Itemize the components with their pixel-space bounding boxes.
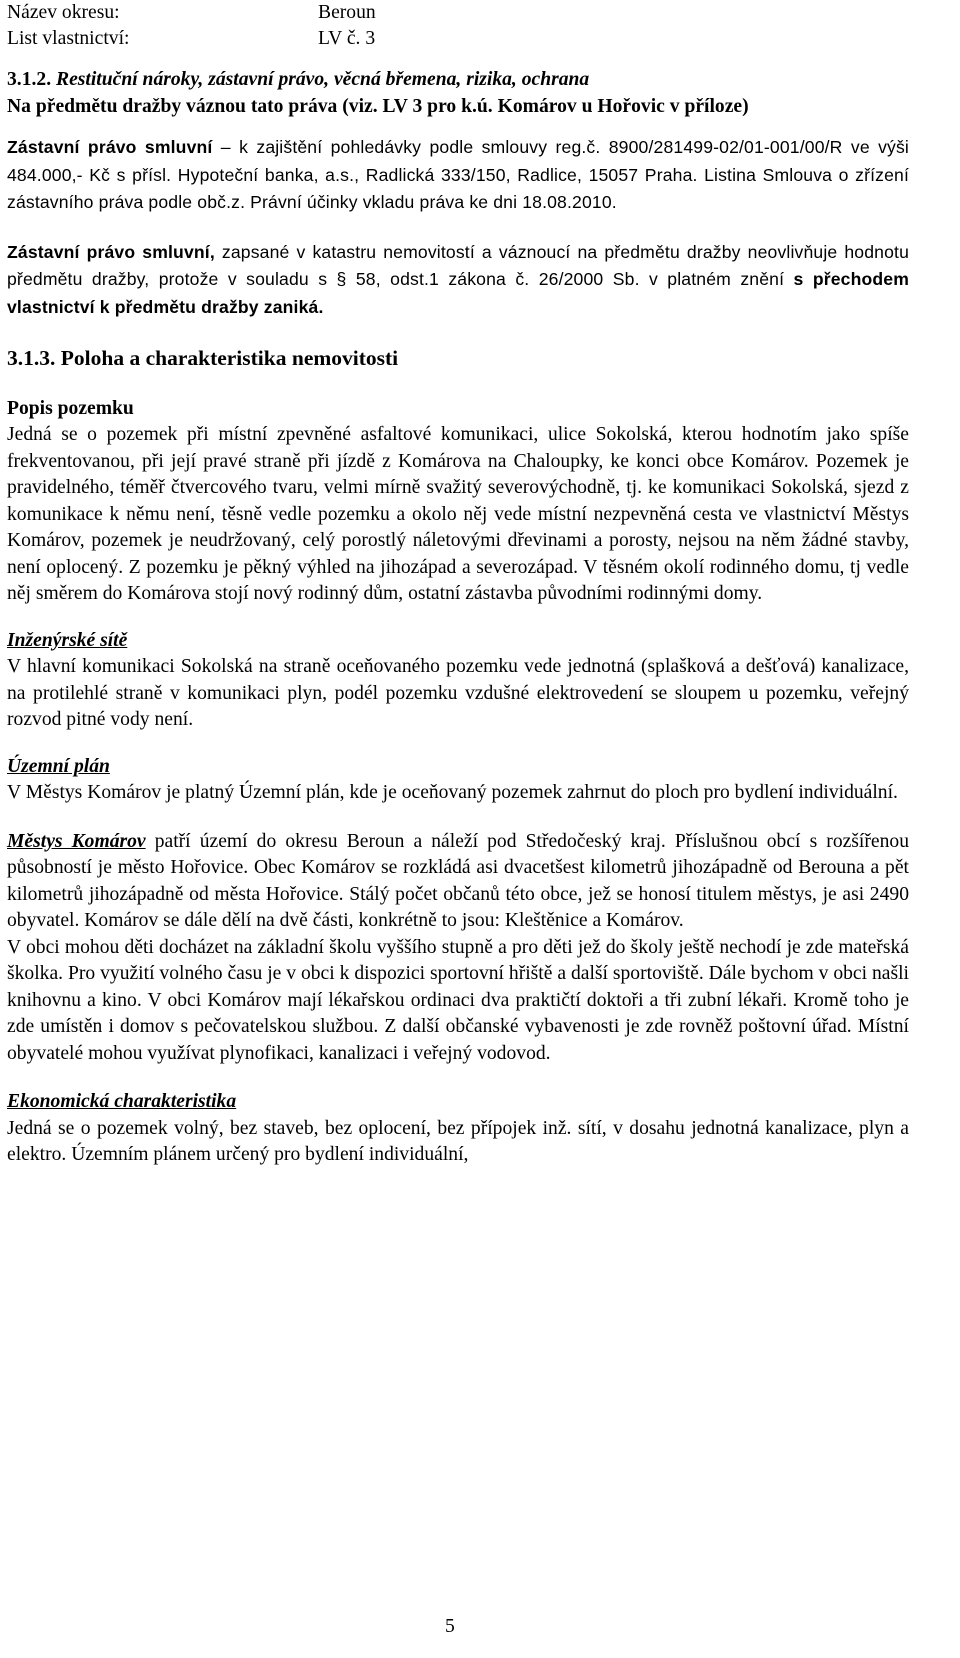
document-header xyxy=(7,0,909,52)
section-312-heading xyxy=(7,67,909,94)
deed-label: List vlastnictví: xyxy=(7,28,130,49)
zoning-text: V Městys Komárov je platný Územní plán, kde je oceňovaný pozemek zahrnut do ploch pro bydlení individuální. xyxy=(7,782,898,803)
section-313-heading: 3.1.3. Poloha a charakteristika nemovitosti xyxy=(7,346,399,370)
lien-lead: Zástavní právo smluvní xyxy=(7,137,213,157)
utilities-heading: Inženýrské sítě xyxy=(7,629,128,651)
district-value: Beroun xyxy=(318,2,376,23)
zoning-heading: Územní plán xyxy=(7,755,110,777)
town-paragraph-2: V obci mohou děti docházet na základní školu vyššího stupně a pro děti jež do školy ještě nechodí je zde mateřská školka. Pro využití volného času je v obci k dispozici sportovní hřiště a další sportoviště. Dále bychom v obci našli knihovnu a kino. V obci Komárov mají lékařskou ordinaci dva praktičtí doktoři a tři zubní lékaři. Kromě toho je zde umístěn i domov s pečovatelskou službou. Z další občanské vybavenosti je zde rovněž poštovní úřad. Místní obyvatelé mohou využívat plynofikaci, kanalizaci i veřejný vodovod. xyxy=(7,936,909,1064)
lien-note-paragraph xyxy=(7,239,909,322)
deed-value: LV č. 3 xyxy=(318,28,376,49)
section-312-title: Restituční nároky, zástavní právo, věcná břemena, rizika, ochrana xyxy=(56,69,590,90)
lien-note-lead: Zástavní právo smluvní, xyxy=(7,241,215,262)
land-description-text: Jedná se o pozemek při místní zpevněné asfaltové komunikaci, ulice Sokolská, kterou hodnotím jako spíše frekventovanou, při její pravé straně při jízdě z Komárova na Chaloupky, ke konci obce Komárov. Pozemek je pravidelného, téměř čtvercového tvaru, velmi mírně svažitý severovýchodně, tj. ke komunikaci Sokolská, sjezd z komunikace k němu není, těsně vedle pozemku a okolo něj vede místní nezpevněná cesta ve vlastnictví Městys Komárov, pozemek je neudržovaný, celý porostlý náletovými dřevinami a porosty, nejsou na něm žádné stavby, není oplocený. Z pozemku je pěkný výhled na jihozápad a severozápad. V těsném okolí rodinného domu, tj vedle něj směrem do Komárova stojí nový rodinný dům, ostatní zástavba původními rodinnými domy. xyxy=(7,424,909,604)
town-paragraph xyxy=(7,829,909,935)
economic-heading: Ekonomická charakteristika xyxy=(7,1091,237,1112)
lien-note-text: zapsané v katastru nemovitostí a váznoucí na předmětu dražby neovlivňuje hodnotu předmětu dražby, protože v souladu s § 58, odst.1 zákona č. 26/2000 Sb. v platném znění xyxy=(7,241,909,289)
document-page xyxy=(7,0,909,1169)
economic-text: Jedná se o pozemek volný, bez staveb, bez oplocení, bez přípojek inž. sítí, v dosahu jednotná kanalizace, plyn a elektro. Územním plánem určený pro bydlení individuální, xyxy=(7,1117,909,1165)
lien-note-tail: s přechodem vlastnictví k předmětu dražby zaniká. xyxy=(7,269,909,317)
town-text-1: patří území do okresu Beroun a náleží pod Středočeský kraj. Příslušnou obcí s rozšířenou působností je město Hořovice. Obec Komárov se rozkládá asi dvacetšest kilometrů jihozápadně od Berouna a pět kilometrů jihozápadně od města Hořovice. Stálý počet občanů této obce, jež se honosí titulem městys, je asi 2490 obyvatel. Komárov se dále dělí na dvě části, konkrétně to jsou: Kleštěnice a Komárov. xyxy=(7,830,909,931)
lien-text: – k zajištění pohledávky podle smlouvy reg.č. 8900/281499-02/01-001/00/R ve výši 484.000,- Kč s přísl. Hypoteční banka, a.s., Radlická 333/150, Radlice, 15057 Praha. Listina Smlouva o zřízení zástavního práva podle obč.z. Právní účinky vkladu práva ke dni 18.08.2010. xyxy=(7,137,909,212)
page-number: 5 xyxy=(445,1616,455,1637)
section-312-number: 3.1.2. xyxy=(7,69,52,90)
lien-paragraph xyxy=(7,134,909,217)
land-description-heading: Popis pozemku xyxy=(7,397,134,419)
utilities-text: V hlavní komunikaci Sokolská na straně oceňovaného pozemku vede jednotná (splašková a dešťová) kanalizace, na protilehlé straně v komunikaci plyn, podél pozemku vzdušné elektrovedení se sloupem u pozemku, veřejný rozvod pitné vody není. xyxy=(7,656,909,730)
district-label: Název okresu: xyxy=(7,2,120,23)
town-heading: Městys Komárov xyxy=(7,830,146,852)
section-312-subtitle: Na předmětu dražby váznou tato práva (viz. LV 3 pro k.ú. Komárov u Hořovic v příloze) xyxy=(7,95,749,117)
